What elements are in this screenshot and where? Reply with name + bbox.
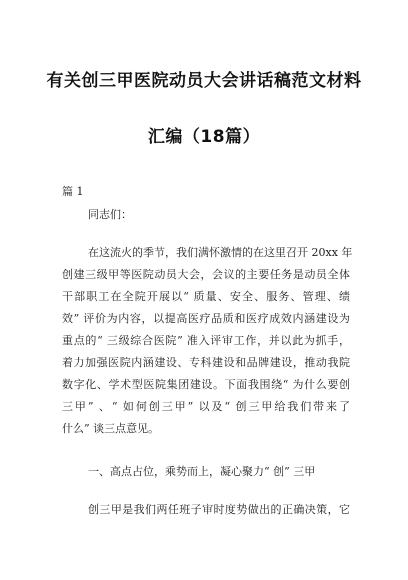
paragraph-line: 干部职工在全院开展以“ 质量、安全、服务、管理、绩 [62, 290, 350, 303]
paragraph-line: 重点的“ 三级综合医院” 准入评审工作，并以此为抓手， [62, 334, 350, 347]
document-title-continued: 汇编（18篇） [147, 127, 261, 147]
paragraph [62, 499, 350, 521]
greeting: 同志们： [88, 208, 132, 221]
paragraph-line: 在这流火的季节，我们满怀激情的在这里召开 20xx 年 [88, 246, 353, 259]
section-label: 篇 1 [62, 185, 84, 198]
paragraph-line: 什么” 谈三点意见。 [62, 422, 160, 435]
paragraph-line: 三甲” 、“ 如何创三甲” 以及“ 创三甲给我们带来了 [62, 400, 350, 413]
paragraph-line: 创建三级甲等医院动员大会，会议的主要任务是动员全体 [62, 268, 350, 281]
paragraph-line: 效” 评价为内容，以提高医疗品质和医疗成效内涵建设为 [62, 312, 350, 325]
section-heading: 一、高点占位，乘势而上，凝心聚力“ 创” 三甲 [88, 465, 316, 478]
paragraph [62, 242, 353, 440]
document-title: 有关创三甲医院动员大会讲话稿范文材料 [46, 71, 362, 91]
paragraph-line: 创三甲是我们两任班子审时度势做出的正确决策，它 [88, 503, 350, 516]
paragraph-line: 数字化、学术型医院集团建设。下面我围绕“ 为什么要创 [62, 378, 350, 391]
paragraph-line: 着力加强医院内涵建设、专科建设和品牌建设，推动我院 [62, 356, 350, 369]
